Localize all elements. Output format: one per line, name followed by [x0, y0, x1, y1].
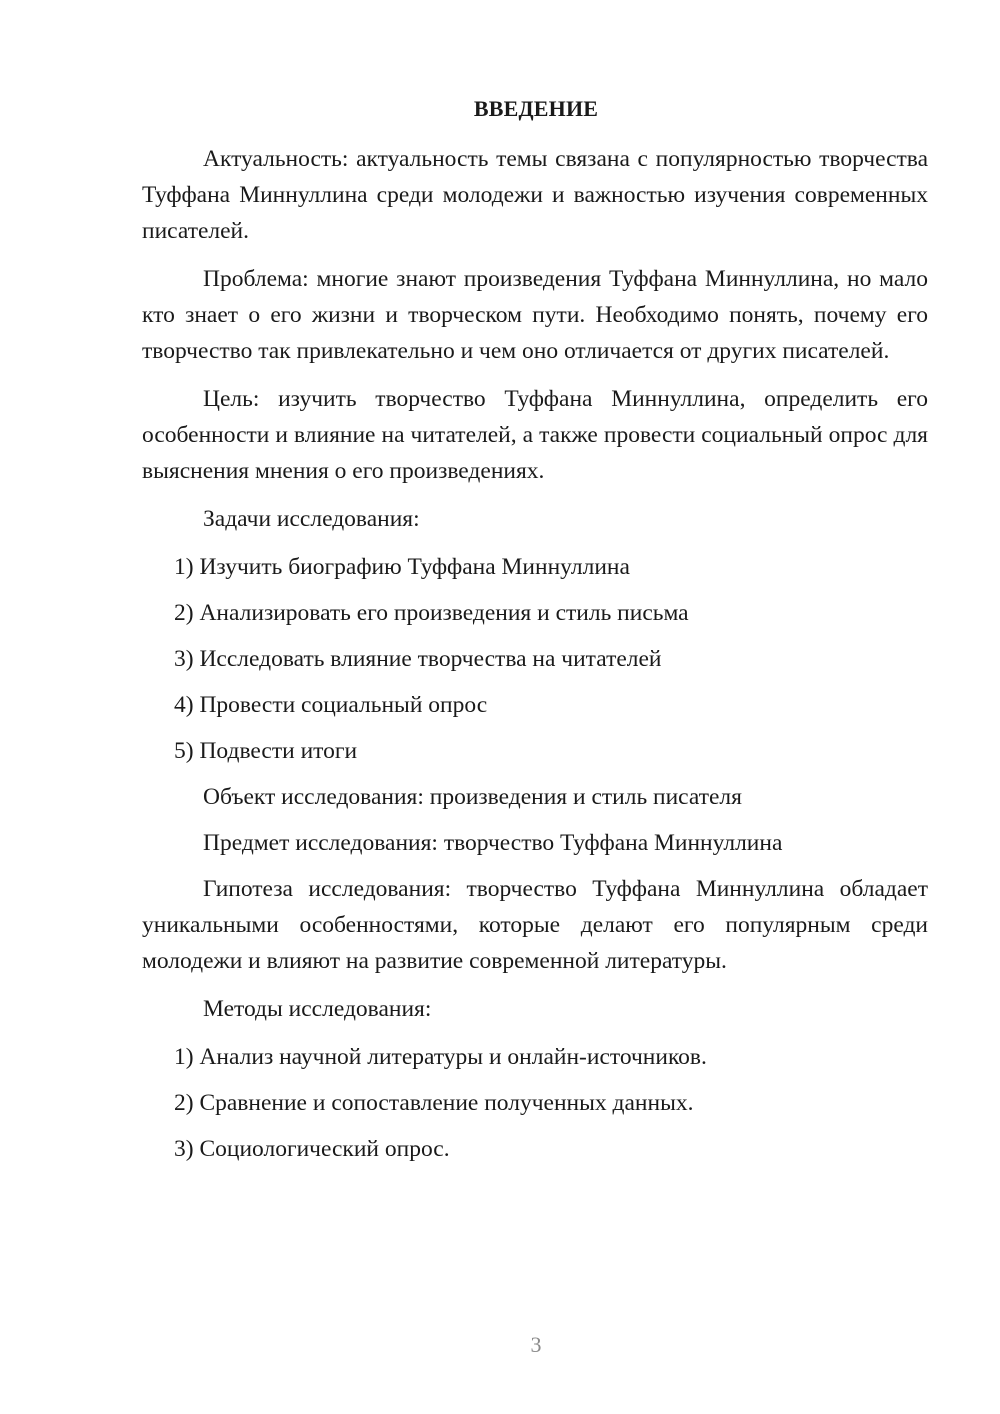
- task-item-1: 1) Изучить биографию Туффана Миннуллина: [174, 554, 630, 580]
- tasks-list: [142, 549, 928, 769]
- task-item-4: 4) Провести социальный опрос: [174, 692, 488, 718]
- research-object: Объект исследования: произведения и стиль писателя: [203, 784, 742, 810]
- problem-paragraph: Проблема: многие знают произведения Туффана Миннуллина, но мало кто знает о его жизни и творческом пути. Необходимо понять, почему его творчество так привлекательно и чем оно отличается от других писателей.: [142, 266, 928, 364]
- method-item-3: 3) Социологический опрос.: [174, 1136, 450, 1162]
- relevance-paragraph: Актуальность: актуальность темы связана с популярностью творчества Туффана Миннуллина среди молодежи и важностью изучения современных писателей.: [142, 146, 928, 244]
- task-item-5: 5) Подвести итоги: [174, 738, 358, 764]
- task-item-3: 3) Исследовать влияние творчества на читателей: [174, 646, 662, 672]
- goal-paragraph: Цель: изучить творчество Туффана Миннуллина, определить его особенности и влияние на читателей, а также провести социальный опрос для выяснения мнения о его произведениях.: [142, 386, 928, 484]
- method-item-1: 1) Анализ научной литературы и онлайн-источников.: [174, 1044, 707, 1070]
- page-number: 3: [530, 1332, 542, 1357]
- tasks-title: Задачи исследования:: [203, 506, 420, 532]
- hypothesis-paragraph: Гипотеза исследования: творчество Туффана Миннуллина обладает уникальными особенностями, которые делают его популярным среди молодежи и влияют на развитие современной литературы.: [142, 876, 928, 974]
- research-subject: Предмет исследования: творчество Туффана Миннуллина: [203, 830, 783, 856]
- methods-list: [142, 1039, 928, 1167]
- section-heading: ВВЕДЕНИЕ: [473, 96, 599, 121]
- document-body: [142, 141, 928, 1177]
- methods-title: Методы исследования:: [203, 996, 432, 1022]
- method-item-2: 2) Сравнение и сопоставление полученных данных.: [174, 1090, 694, 1116]
- task-item-2: 2) Анализировать его произведения и стиль письма: [174, 600, 689, 626]
